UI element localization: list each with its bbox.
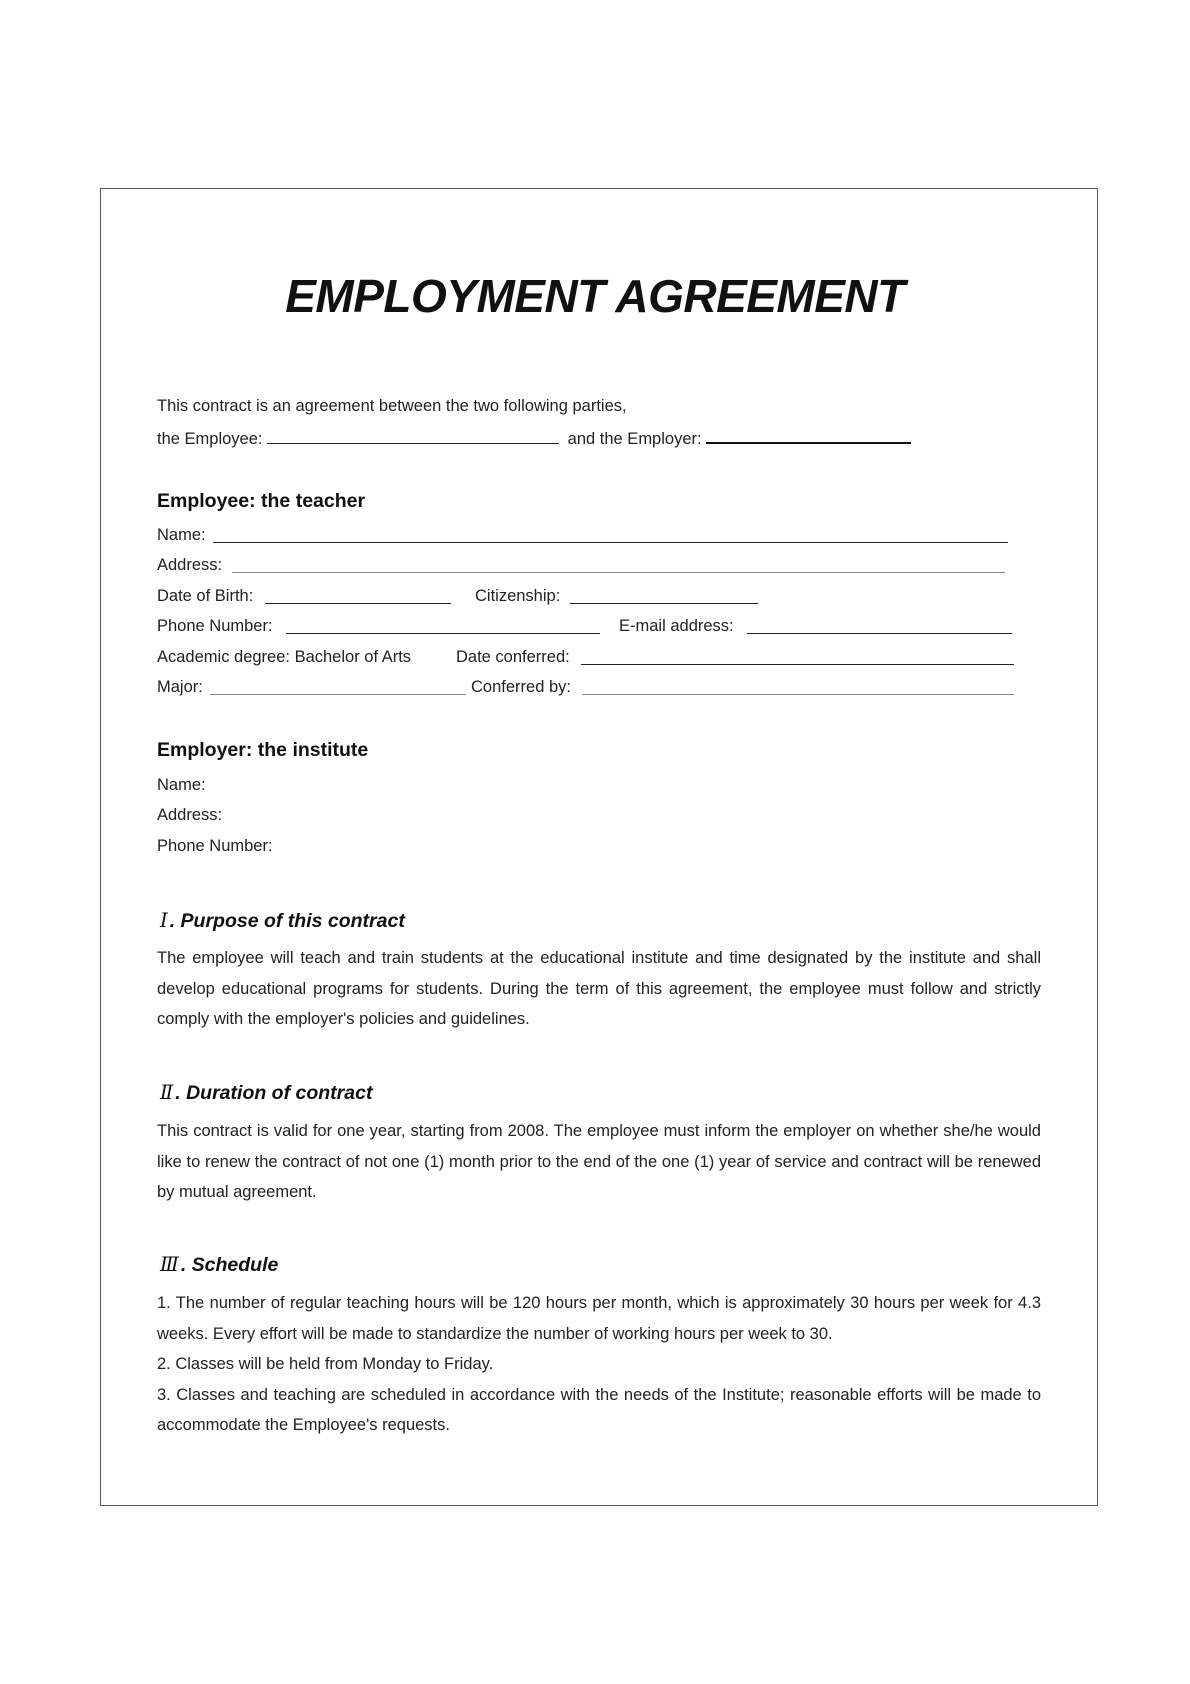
section-numeral: Ⅰ (160, 909, 168, 932)
parties-line (157, 427, 911, 449)
employee-conferred-by-label: Conferred by: (471, 678, 571, 696)
employee-dob-label: Date of Birth: (157, 587, 254, 605)
document-title: EMPLOYMENT AGREEMENT (285, 270, 905, 322)
section-title: . Duration of contract (175, 1082, 373, 1104)
employee-email-label: E-mail address: (619, 617, 734, 635)
section-numeral: Ⅲ (160, 1253, 179, 1276)
employee-citizenship-label: Citizenship: (475, 587, 561, 605)
employee-party-label: the Employee: (157, 430, 263, 448)
section-purpose-body (157, 943, 1041, 1035)
employee-degree-label: Academic degree: Bachelor of Arts (157, 648, 412, 666)
employee-citizenship-blank[interactable] (570, 603, 758, 604)
section-purpose-heading (160, 909, 405, 933)
employee-name-blank[interactable] (213, 542, 1008, 543)
employee-date-conferred-label: Date conferred: (456, 648, 570, 666)
section-duration-body (157, 1116, 1041, 1208)
employee-address-blank[interactable] (232, 572, 1005, 573)
section-numeral: Ⅱ (160, 1081, 174, 1104)
employee-name-label: Name: (157, 526, 206, 544)
employee-email-blank[interactable] (747, 633, 1012, 634)
employer-name-label: Name: (157, 776, 206, 794)
schedule-item: 1. The number of regular teaching hours will be 120 hours per month, which is approximately 30 hours per week for 4.3 weeks. Every effort will be made to standardize the number of working hours per week to 30. (157, 1294, 1041, 1343)
schedule-item: 2. Classes will be held from Monday to Friday. (157, 1355, 494, 1373)
employee-date-conferred-blank[interactable] (581, 664, 1014, 665)
intro-text: This contract is an agreement between the two following parties, (157, 397, 627, 415)
paragraph: The employee will teach and train students at the educational institute and time designated by the institute and shall develop educational programs for students. During the term of this agreement, the employee must follow and strictly comply with the employer's policies and guidelines. (157, 949, 1041, 1028)
employer-address-label: Address: (157, 806, 223, 824)
employee-heading: Employee: the teacher (157, 490, 366, 512)
employee-address-label: Address: (157, 556, 223, 574)
section-duration-heading (160, 1081, 372, 1105)
schedule-item: 3. Classes and teaching are scheduled in accordance with the needs of the Institute; reasonable efforts will be made to accommodate the Employee's requests. (157, 1385, 1041, 1434)
employer-party-label: and the Employer: (567, 430, 702, 448)
employee-dob-blank[interactable] (265, 603, 451, 604)
paragraph: This contract is valid for one year, starting from 2008. The employee must inform the employer on whether she/he would like to renew the contract of not one (1) month prior to the end of the one (1) year of service and contract will be renewed by mutual agreement. (157, 1122, 1041, 1201)
section-title: . Purpose of this contract (169, 910, 405, 932)
employee-conferred-by-blank[interactable] (582, 694, 1014, 695)
employer-heading: Employer: the institute (157, 739, 369, 761)
employee-phone-blank[interactable] (286, 633, 600, 634)
employer-party-blank[interactable] (706, 427, 911, 444)
employer-phone-label: Phone Number: (157, 837, 273, 855)
employee-major-blank[interactable] (210, 694, 466, 695)
section-schedule-heading (160, 1253, 278, 1277)
section-title: . Schedule (180, 1254, 279, 1276)
employee-phone-label: Phone Number: (157, 617, 273, 635)
employee-major-label: Major: (157, 678, 203, 696)
section-schedule-body (157, 1288, 1041, 1441)
employee-party-blank[interactable] (267, 428, 559, 444)
